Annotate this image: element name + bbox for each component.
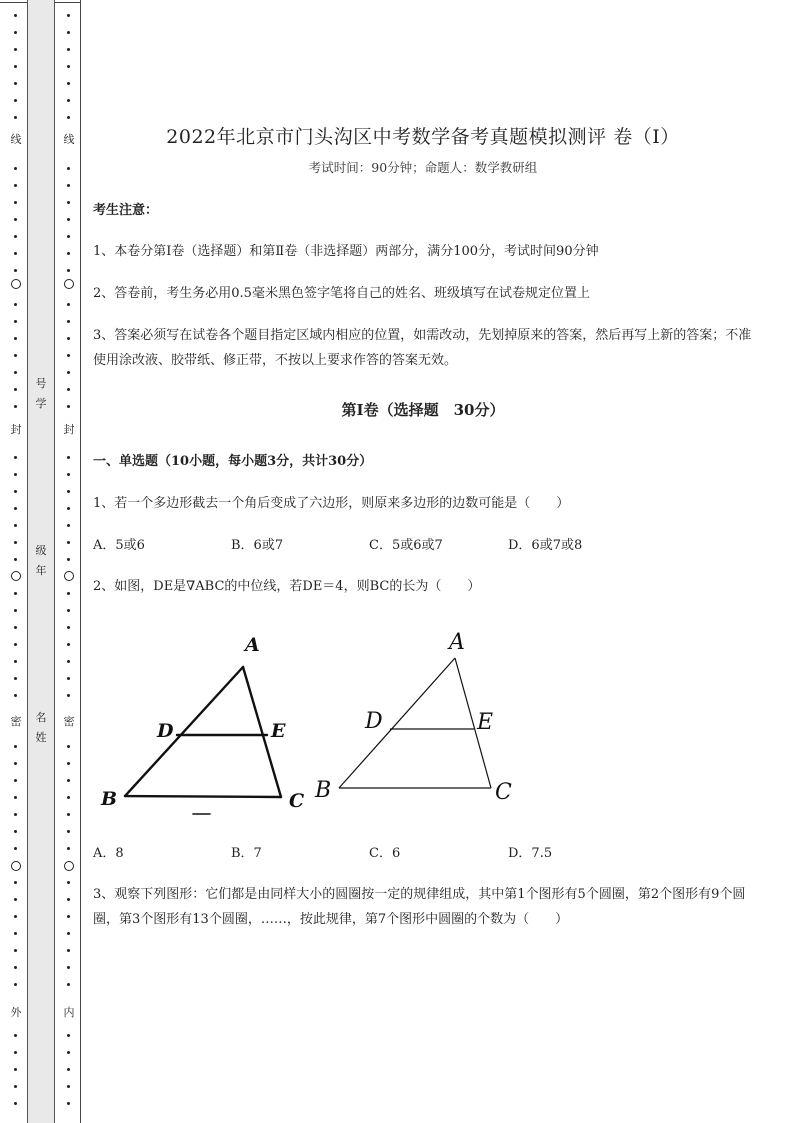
binding-dot <box>14 65 17 68</box>
binding-dot <box>14 592 17 595</box>
binding-dot <box>67 456 70 459</box>
binding-dot <box>14 524 17 527</box>
binding-dot <box>14 184 17 187</box>
binding-dot <box>14 796 17 799</box>
binding-circle-icon <box>64 279 74 289</box>
question-2-stem: 2、如图，DE是∇ABC的中位线，若DE＝4，则BC的长为（ ） <box>93 579 481 594</box>
binding-dot <box>14 881 17 884</box>
binding-dot <box>67 915 70 918</box>
binding-dot <box>67 1034 70 1037</box>
binding-dot <box>67 524 70 527</box>
binding-dot <box>67 1102 70 1105</box>
binding-dot <box>67 320 70 323</box>
binding-circle-icon <box>11 279 21 289</box>
exam-info: 考试时间：90分钟；命题人：数学教研组 <box>308 160 538 175</box>
name-label-2: 姓 <box>35 731 47 744</box>
binding-dot <box>14 507 17 510</box>
binding-dot <box>14 218 17 221</box>
notice-item-2: 2、答卷前，考生务必用0.5毫米黑色签字笔将自己的姓名、班级填写在试卷规定位置上 <box>93 286 590 301</box>
binding-dot <box>14 762 17 765</box>
binding-dot <box>67 490 70 493</box>
question-1-stem: 1、若一个多边形截去一个角后变成了六边形，则原来多边形的边数可能是（ ） <box>93 496 570 511</box>
question-1-option-c: C．5或6或7 <box>369 538 443 553</box>
right-label-a: A <box>449 630 465 655</box>
binding-dot <box>67 779 70 782</box>
binding-dot <box>14 1085 17 1088</box>
binding-dot <box>67 388 70 391</box>
binding-dot <box>67 694 70 697</box>
left-label-e: E <box>271 720 286 742</box>
binding-dot <box>14 1102 17 1105</box>
binding-dot <box>67 762 70 765</box>
binding-dot <box>67 99 70 102</box>
binding-dot <box>67 1085 70 1088</box>
binding-label: 线 <box>8 133 24 147</box>
binding-circle-icon <box>64 861 74 871</box>
binding-dot <box>67 949 70 952</box>
binding-dot-column-inner <box>63 0 75 1123</box>
binding-dot <box>67 65 70 68</box>
right-label-c: C <box>495 780 512 805</box>
binding-dot <box>67 116 70 119</box>
binding-circle-icon <box>64 571 74 581</box>
triangle-right <box>339 658 494 788</box>
binding-dot <box>14 269 17 272</box>
binding-dot <box>67 218 70 221</box>
binding-dot <box>67 201 70 204</box>
question-2-option-c: C．6 <box>369 846 401 861</box>
right-label-b: B <box>315 778 332 803</box>
binding-dot <box>14 405 17 408</box>
binding-label: 密 <box>61 715 77 729</box>
notice-item-1: 1、本卷分第I卷（选择题）和第Ⅱ卷（非选择题）两部分，满分100分，考试时间90分钟 <box>93 244 599 259</box>
binding-label: 外 <box>8 1006 24 1020</box>
binding-dot <box>67 14 70 17</box>
binding-dot <box>67 405 70 408</box>
binding-dot <box>14 541 17 544</box>
student-number-label-1: 号 <box>35 377 47 390</box>
binding-dot <box>67 337 70 340</box>
binding-dot <box>14 354 17 357</box>
binding-dot <box>67 1068 70 1071</box>
binding-label: 线 <box>61 133 77 147</box>
binding-dot <box>14 1034 17 1037</box>
binding-dot <box>14 371 17 374</box>
binding-dot <box>14 745 17 748</box>
binding-dot <box>67 167 70 170</box>
binding-dot <box>14 320 17 323</box>
binding-dot <box>67 643 70 646</box>
binding-dot <box>14 1068 17 1071</box>
question-3-stem: 3、观察下列图形：它们都是由同样大小的圆圈按一定的规律组成，其中第1个图形有5个圆圈，第2个图形有9个圆圈，第3个图形有13个圆圈，……，按此规律，第7个图形中圆圈的个数为（ ） <box>93 887 746 927</box>
question-2-figure <box>93 625 533 830</box>
binding-dot <box>67 541 70 544</box>
binding-dot <box>14 473 17 476</box>
binding-dot <box>67 1051 70 1054</box>
binding-dot <box>14 949 17 952</box>
binding-dot <box>67 184 70 187</box>
binding-dot <box>67 473 70 476</box>
binding-dot <box>67 592 70 595</box>
binding-dot <box>14 116 17 119</box>
binding-dot <box>67 881 70 884</box>
binding-dot <box>14 609 17 612</box>
binding-dot <box>14 915 17 918</box>
binding-dot <box>14 303 17 306</box>
binding-dot <box>67 354 70 357</box>
binding-dot <box>14 626 17 629</box>
left-label-c: C <box>289 790 305 812</box>
grade-label-2: 年 <box>35 564 47 577</box>
part-heading: 一、单选题（10小题，每小题3分，共计30分） <box>93 454 373 469</box>
binding-dot <box>14 14 17 17</box>
binding-dot <box>14 235 17 238</box>
binding-dot <box>14 167 17 170</box>
binding-dot <box>14 82 17 85</box>
binding-dot <box>67 677 70 680</box>
left-label-a: A <box>245 634 260 656</box>
binding-dot <box>67 507 70 510</box>
binding-label: 密 <box>8 715 24 729</box>
binding-dot <box>67 252 70 255</box>
question-2-option-d: D．7.5 <box>508 846 553 861</box>
binding-dot <box>67 48 70 51</box>
right-label-d: D <box>365 709 383 734</box>
binding-dot <box>14 643 17 646</box>
binding-dot <box>67 830 70 833</box>
right-label-e: E <box>477 710 494 735</box>
notice-heading: 考生注意： <box>93 203 159 218</box>
binding-dot <box>67 235 70 238</box>
binding-dot-column-outer <box>10 0 22 1123</box>
binding-dot <box>14 99 17 102</box>
binding-dot <box>67 932 70 935</box>
binding-dot <box>14 31 17 34</box>
binding-dot <box>67 660 70 663</box>
binding-border-line <box>80 0 81 1123</box>
binding-dot <box>14 660 17 663</box>
binding-dot <box>67 558 70 561</box>
binding-dot <box>67 371 70 374</box>
binding-dot <box>67 898 70 901</box>
binding-dot <box>14 677 17 680</box>
grade-label-1: 级 <box>35 544 47 557</box>
binding-dot <box>67 31 70 34</box>
binding-dot <box>67 609 70 612</box>
binding-dot <box>14 388 17 391</box>
binding-dot <box>14 830 17 833</box>
binding-dot <box>14 694 17 697</box>
binding-dot <box>14 456 17 459</box>
binding-dot <box>67 626 70 629</box>
name-label-1: 名 <box>35 711 47 724</box>
binding-dot <box>14 1051 17 1054</box>
binding-dot <box>14 779 17 782</box>
binding-dot <box>67 269 70 272</box>
binding-dot <box>67 303 70 306</box>
student-number-label-2: 学 <box>35 397 47 410</box>
left-label-b: B <box>101 788 118 810</box>
binding-dot <box>67 796 70 799</box>
binding-dot <box>67 745 70 748</box>
binding-dot <box>14 337 17 340</box>
binding-dot <box>14 813 17 816</box>
triangle-left <box>125 667 281 814</box>
binding-circle-icon <box>11 571 21 581</box>
binding-dot <box>14 48 17 51</box>
binding-dot <box>67 813 70 816</box>
binding-dot <box>14 847 17 850</box>
binding-dot <box>67 82 70 85</box>
binding-dot <box>14 490 17 493</box>
question-2-option-b: B．7 <box>231 846 262 861</box>
student-info-strip <box>27 0 55 1123</box>
question-1-option-b: B．6或7 <box>231 538 284 553</box>
binding-dot <box>14 983 17 986</box>
question-1-option-a: A．5或6 <box>93 538 145 553</box>
question-2-option-a: A．8 <box>93 846 124 861</box>
binding-dot <box>14 966 17 969</box>
binding-dot <box>14 252 17 255</box>
binding-dot <box>14 932 17 935</box>
binding-dot <box>14 558 17 561</box>
binding-dot <box>67 966 70 969</box>
binding-label: 封 <box>61 423 77 437</box>
binding-label: 内 <box>61 1006 77 1020</box>
notice-item-3: 3、答案必须写在试卷各个题目指定区域内相应的位置，如需改动，先划掉原来的答案，然后再写上新的答案；不准使用涂改液、胶带纸、修正带，不按以上要求作答的答案无效。 <box>93 328 752 368</box>
binding-label: 封 <box>8 423 24 437</box>
left-label-d: D <box>157 720 174 742</box>
question-1-option-d: D．6或7或8 <box>508 538 583 553</box>
binding-circle-icon <box>11 861 21 871</box>
binding-dot <box>67 847 70 850</box>
page-title: 2022年北京市门头沟区中考数学备考真题模拟测评 卷（Ⅰ） <box>166 126 680 148</box>
section-title: 第I卷（选择题 30分） <box>341 401 505 419</box>
binding-dot <box>67 983 70 986</box>
binding-dot <box>14 898 17 901</box>
binding-dot <box>14 201 17 204</box>
